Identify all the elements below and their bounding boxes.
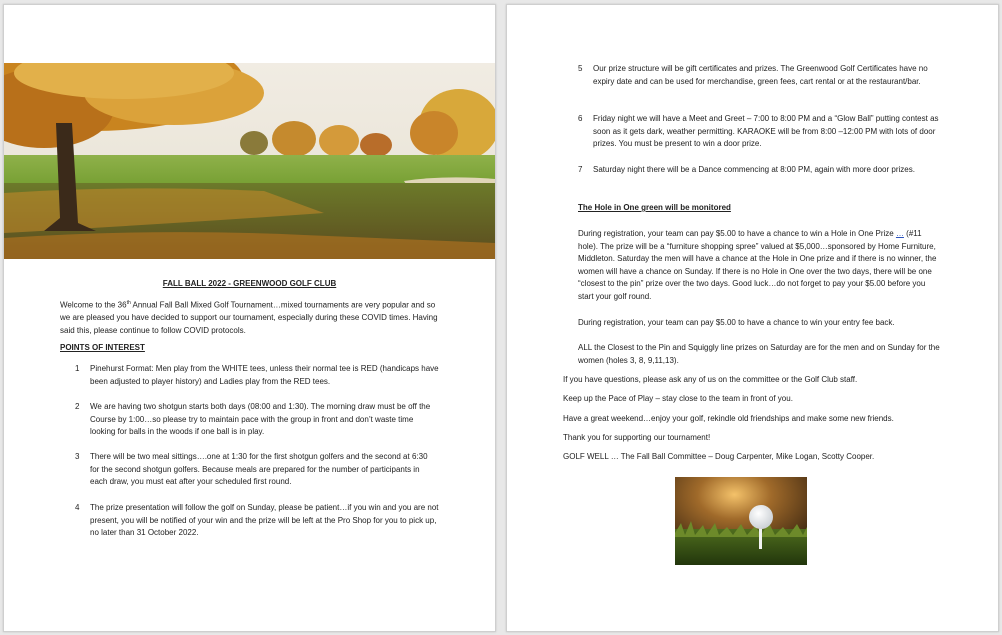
list-item-number: 7 [578,165,583,174]
document-title: FALL BALL 2022 - GREENWOOD GOLF CLUB [162,279,337,288]
welcome-text-end: Annual Fall Ball Mixed Golf Tournament…mixed tournaments are very popular and so we are pleased you have decided to support our tournament, especially during these COVID times. Having said this, please continue to follow COVID protocols. [60,300,438,335]
hole-in-one-text-end: (#11 hole). The prize will be a “furniture shopping spree” valued at $5,000…sponsored by Home Furniture, Middleton. Saturday the men will have a chance at the Hole in One prize and if there is no winner, the women will have a chance on Sunday. If there is no Hole in One over the two days, there will be one “closest to the pin” prize over the two days. Good luck…do not forget to pay your $5.00 before you start your golf round. [578,229,937,301]
list-item-text: We are having two shotgun starts both days (08:00 and 1:30). The morning draw must be off the Course by 1:00…so please try to maintain pace with the group in front and don’t waste time looking for balls in the woods if one ball is in play. [90,402,431,437]
list-item [75,451,439,489]
document-page-right [506,4,999,632]
list-item-text: Saturday night there will be a Dance commencing at 8:00 PM, again with more door prizes. [593,165,915,174]
hole-in-one-link[interactable]: … [895,229,904,238]
list-item [578,113,942,151]
list-item-number: 3 [75,452,80,461]
list-item-text: The prize presentation will follow the golf on Sunday, please be patient…if you win and you are not present, you will be notified of your win and the prize will be left at the Pro Shop for you to pick up, no later than 31 October 2022. [90,503,439,538]
golf-ball-on-tee-image [675,477,807,565]
autumn-golf-course-image [4,63,495,259]
points-of-interest-heading: POINTS OF INTEREST [60,343,145,352]
weekend-line: Have a great weekend…enjoy your golf, rekindle old friendships and make some new friends. [563,414,894,423]
list-item-number: 4 [75,503,80,512]
welcome-paragraph [60,297,438,337]
hole-in-one-paragraph [578,228,942,304]
signoff-line: GOLF WELL … The Fall Ball Committee – Doug Carpenter, Mike Logan, Scotty Cooper. [563,452,875,461]
list-item [578,164,942,177]
list-item [75,401,439,439]
list-item-text: Pinehurst Format: Men play from the WHITE tees, unless their normal tee is RED (handicaps have been adjusted to player history) and Ladies play from the RED tees. [90,364,439,386]
list-item-text: Friday night we will have a Meet and Greet – 7:00 to 8:00 PM and a “Glow Ball” putting contest as soon as it gets dark, weather permitting. KARAOKE will be from 8:00 –12:00 PM with lots of door prizes. You must be present to win a door prize. [593,114,939,149]
list-item-text: There will be two meal sittings….one at 1:30 for the first shotgun golfers and the second at 6:30 for the second shotgun golfers. Because meals are prepared for the number of participants in each draw, you must eat after your scheduled first round. [90,452,428,487]
ordinal-suffix: th [126,300,131,306]
thanks-line: Thank you for supporting our tournament! [563,433,711,442]
list-item [75,363,439,388]
list-item [578,63,942,88]
welcome-text-start: Welcome to the 36 [60,300,127,310]
pace-line: Keep up the Pace of Play – stay close to the team in front of you. [563,394,793,403]
closest-to-pin-paragraph: ALL the Closest to the Pin and Squiggly line prizes on Saturday are for the men and on Sunday for the women (holes 3, 8, 9,11,13). [578,343,940,365]
list-item [75,502,439,540]
list-item-number: 6 [578,114,583,123]
list-item-number: 5 [578,64,583,73]
list-item-text: Our prize structure will be gift certificates and prizes. The Greenwood Golf Certificates have no expiry date and can be used for merchandise, green fees, cart rental or at the restaurant/bar. [593,64,928,86]
entry-fee-paragraph: During registration, your team can pay $5.00 to have a chance to win your entry fee back. [578,318,895,327]
questions-line: If you have questions, please ask any of us on the committee or the Golf Club staff. [563,375,858,384]
hole-in-one-text-start: During registration, your team can pay $5.00 to have a chance to win a Hole in One Prize [578,229,896,238]
list-item-number: 1 [75,364,80,373]
list-item-number: 2 [75,402,80,411]
hole-in-one-heading: The Hole in One green will be monitored [578,203,731,212]
document-page-left [3,4,496,632]
